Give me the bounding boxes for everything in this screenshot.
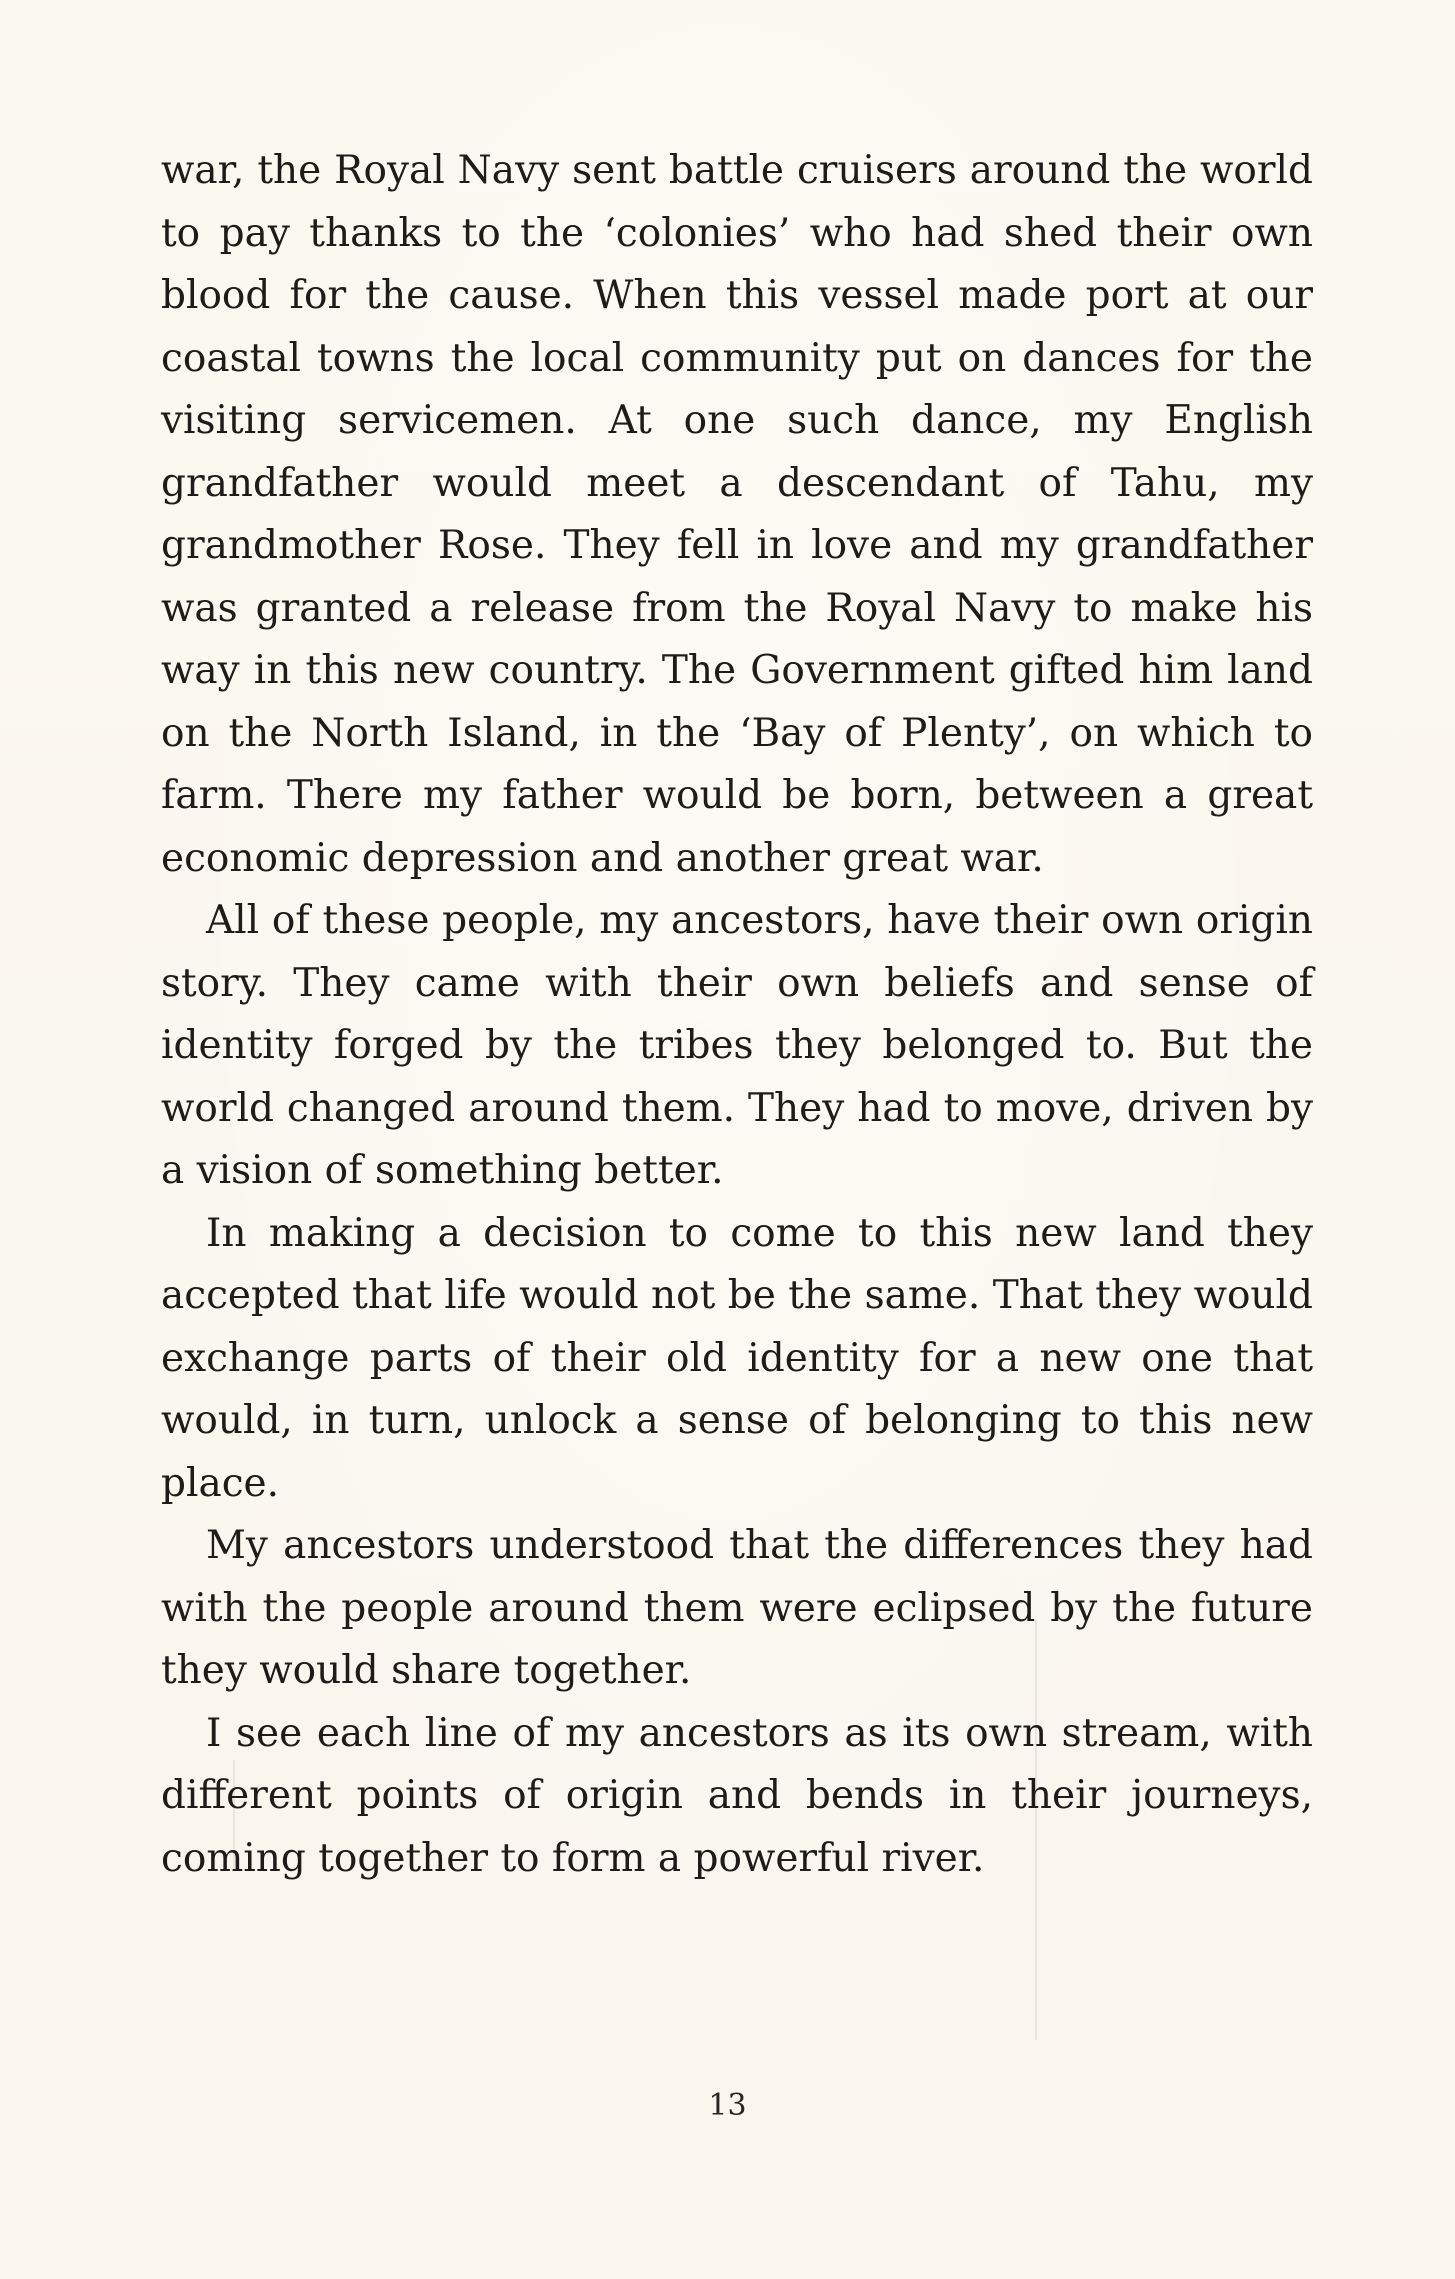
paragraph: I see each line of my ancestors as its own stream, with different points of origin and bends in their journeys, coming together to form a powerful river.: [161, 1710, 1313, 1881]
paragraph: In making a decision to come to this new land they accepted that life would not be the same. That they would exchange parts of their old identity for a new one that would, in turn, unlock a sense of belonging to this new place.: [161, 1210, 1313, 1506]
page-number: 13: [708, 2088, 747, 2123]
body-text: [161, 140, 1313, 1890]
paragraph: All of these people, my ancestors, have their own origin story. They came with their own beliefs and sense of identity forged by the tribes they belonged to. But the world changed around them. They had to move, driven by a vision of something better.: [161, 898, 1313, 1193]
paragraph: war, the Royal Navy sent battle cruisers around the world to pay thanks to the ‘colonies’ who had shed their own blood for the cause. When this vessel made port at our coastal towns the local community put on dances for the visiting servicemen. At one such dance, my English grandfather would meet a descendant of Tahu, my grandmother Rose. They fell in love and my grandfather was granted a release from the Royal Navy to make his way in this new country. The Government gifted him land on the North Island, in the ‘Bay of Plenty’, on which to farm. There my father would be born, between a great economic depression and another great war.: [161, 148, 1313, 881]
paragraph: My ancestors understood that the differences they had with the people around them were eclipsed by the future they would share together.: [161, 1523, 1313, 1693]
